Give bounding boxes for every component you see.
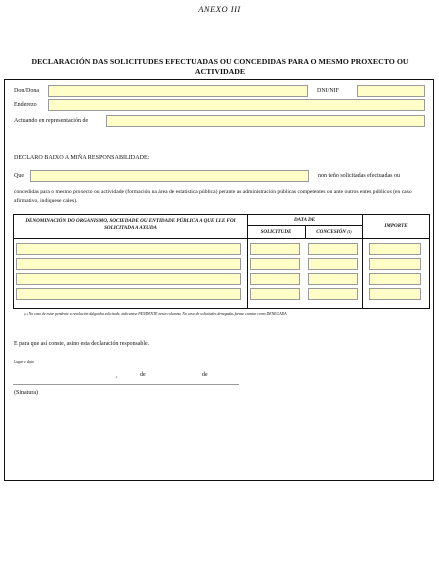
place-date-line: [13, 384, 239, 385]
row2-amount-field[interactable]: [369, 258, 421, 270]
que-field[interactable]: [30, 170, 309, 182]
row4-amount-field[interactable]: [369, 288, 421, 300]
row1-grant-field[interactable]: [308, 243, 358, 255]
declaration-intro: DECLARO BAIXO A MIÑA RESPONSABILIDADE:: [14, 155, 150, 161]
nif-label: DNI/NIF: [317, 88, 339, 94]
row2-grant-field[interactable]: [308, 258, 358, 270]
row2-request-field[interactable]: [250, 258, 300, 270]
row1-amount-field[interactable]: [369, 243, 421, 255]
representation-field[interactable]: [106, 115, 425, 127]
row3-organism-field[interactable]: [16, 273, 241, 285]
date-de-2: de: [202, 372, 208, 378]
name-label: Don/Dona: [14, 88, 39, 94]
closing-statement: E para que así conste, asino esta declaración responsable.: [14, 341, 150, 347]
date-de-1: de: [140, 372, 146, 378]
col-grant-header: [306, 229, 362, 236]
address-field[interactable]: [48, 99, 425, 111]
row2-organism-field[interactable]: [16, 258, 241, 270]
aid-table: [13, 214, 430, 309]
row3-request-field[interactable]: [250, 273, 300, 285]
row1-request-field[interactable]: [250, 243, 300, 255]
signature-label: (Sinatura): [14, 390, 38, 396]
annex-label: ANEXO III: [198, 4, 241, 14]
declaration-body: concedidas para o mesmo proxecto ou actividade (formación na área de estatística pública) perante as administración públicas competentes ou ante outros entes públicos (en caso afirmativo, indíquese cales).: [14, 189, 412, 204]
date-comma: ,: [116, 373, 118, 379]
col-date-header: DATA DE: [293, 217, 316, 223]
nif-field[interactable]: [357, 85, 425, 97]
row1-organism-field[interactable]: [16, 243, 241, 255]
row4-request-field[interactable]: [250, 288, 300, 300]
row4-organism-field[interactable]: [16, 288, 241, 300]
footnote-text: No caso de estar pendente a resolución dalgunha solicitude, indicarase PENDENTE nesta columna. No caso de solicitudes denegadas farase constar como DENEGADA: [28, 312, 287, 316]
col-amount-header: IMPORTE: [384, 223, 408, 229]
row3-grant-field[interactable]: [308, 273, 358, 285]
col-grant-label: CONCESIÓN: [316, 229, 346, 235]
col-grant-note: (1): [347, 230, 352, 234]
document-title: DECLARACIÓN DAS SOLICITUDES EFECTUADAS OU CONCEDIDAS PARA O MESMO PROXECTO OU ACTIVIDADE: [31, 57, 409, 76]
declaration-after-field: non teño solicitadas efectuadas ou: [318, 173, 400, 179]
representation-label: Actuando en representación de: [14, 118, 89, 124]
footnote-marker: (1): [24, 312, 28, 316]
col-organism-header: DENOMINACIÓN DO ORGANISMO, SOCIEDADE OU ENTIDADE PÚBLICA A QUE LLE FOI SOLICITADA A AXUDA: [25, 218, 236, 231]
footnote: [24, 312, 287, 316]
address-label: Enderezo: [14, 102, 37, 108]
name-field[interactable]: [48, 85, 308, 97]
place-date-label: Lugar e data: [14, 360, 34, 364]
row4-grant-field[interactable]: [308, 288, 358, 300]
row3-amount-field[interactable]: [369, 273, 421, 285]
que-label: Que: [14, 173, 24, 179]
col-request-header: SOLICITUDE: [260, 229, 292, 235]
